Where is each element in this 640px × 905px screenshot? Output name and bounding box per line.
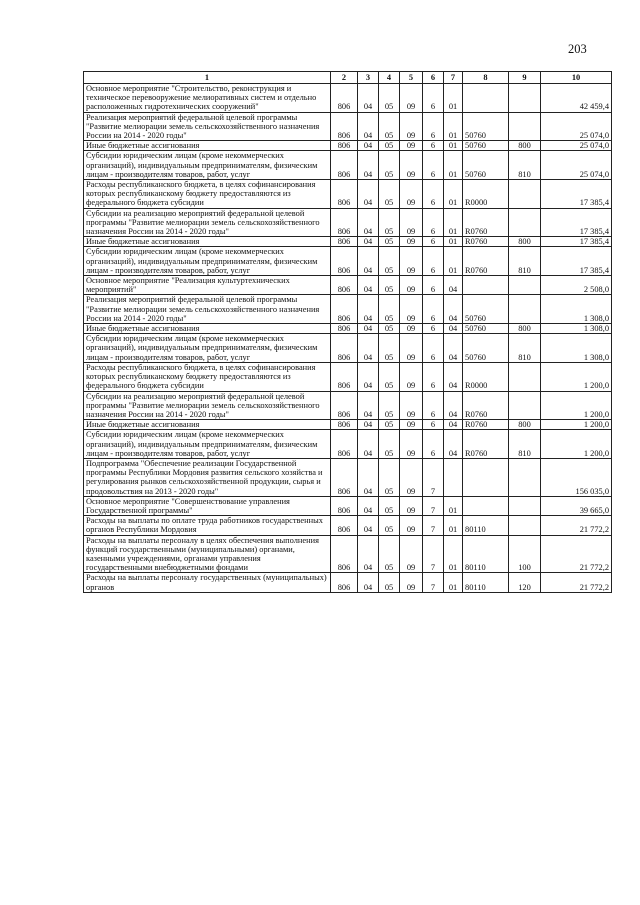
item-description: Расходы республиканского бюджета, в целях софинансирования которых республиканскому бюджету предоставляются из федерального бюджета субсидии (84, 362, 331, 391)
amount: 1 308,0 (541, 324, 612, 334)
ministry-code: 806 (331, 180, 358, 209)
table-row (84, 496, 612, 515)
expense-type-code: 800 (509, 237, 541, 247)
table-row (84, 208, 612, 237)
direction-code: R0000 (463, 180, 509, 209)
measure-code: 01 (444, 141, 463, 151)
expense-type-code: 810 (509, 334, 541, 363)
subsection-code: 05 (379, 458, 400, 496)
program-code: 09 (400, 430, 423, 459)
item-description: Подпрограмма "Обеспечение реализации Государственной программы Республики Мордовия развития сельского хозяйства и регулирования рынков сельскохозяйственной продукции, сырья и продовольствия на 2013 - 2020 годы" (84, 458, 331, 496)
amount: 25 074,0 (541, 151, 612, 180)
subprogram-code: 6 (423, 295, 444, 324)
expense-type-code: 800 (509, 420, 541, 430)
direction-code: 50760 (463, 112, 509, 141)
amount: 17 385,4 (541, 237, 612, 247)
section-code: 04 (358, 84, 379, 113)
section-code: 04 (358, 496, 379, 515)
item-description: Иные бюджетные ассигнования (84, 420, 331, 430)
measure-code: 04 (444, 276, 463, 295)
ministry-code: 806 (331, 516, 358, 535)
measure-code: 01 (444, 535, 463, 573)
direction-code: 80110 (463, 516, 509, 535)
item-description: Расходы на выплаты по оплате труда работников государственных органов Республики Мордовия (84, 516, 331, 535)
measure-code: 04 (444, 362, 463, 391)
program-code: 09 (400, 112, 423, 141)
header-cell: 7 (444, 72, 463, 84)
program-code: 09 (400, 391, 423, 420)
subprogram-code: 7 (423, 496, 444, 515)
direction-code: R0760 (463, 237, 509, 247)
section-code: 04 (358, 334, 379, 363)
amount: 2 508,0 (541, 276, 612, 295)
expense-type-code (509, 84, 541, 113)
ministry-code: 806 (331, 535, 358, 573)
expense-type-code (509, 391, 541, 420)
subsection-code: 05 (379, 324, 400, 334)
subprogram-code: 6 (423, 208, 444, 237)
subsection-code: 05 (379, 151, 400, 180)
measure-code: 01 (444, 84, 463, 113)
header-row (84, 72, 612, 84)
table-row (84, 420, 612, 430)
ministry-code: 806 (331, 112, 358, 141)
ministry-code: 806 (331, 430, 358, 459)
ministry-code: 806 (331, 237, 358, 247)
subsection-code: 05 (379, 208, 400, 237)
ministry-code: 806 (331, 496, 358, 515)
amount: 25 074,0 (541, 141, 612, 151)
measure-code: 01 (444, 247, 463, 276)
direction-code (463, 496, 509, 515)
page-number: 203 (568, 42, 587, 56)
program-code: 09 (400, 295, 423, 324)
amount: 25 074,0 (541, 112, 612, 141)
section-code: 04 (358, 276, 379, 295)
subprogram-code: 6 (423, 324, 444, 334)
subprogram-code: 6 (423, 420, 444, 430)
table-row (84, 112, 612, 141)
ministry-code: 806 (331, 208, 358, 237)
expense-type-code (509, 180, 541, 209)
item-description: Субсидии юридическим лицам (кроме некоммерческих организаций), индивидуальным предпринимателям, физическим лицам - производителям товаров, работ, услуг (84, 430, 331, 459)
ministry-code: 806 (331, 420, 358, 430)
direction-code: R0000 (463, 362, 509, 391)
measure-code: 01 (444, 208, 463, 237)
expense-type-code (509, 516, 541, 535)
section-code: 04 (358, 324, 379, 334)
expense-type-code: 810 (509, 430, 541, 459)
table-row (84, 295, 612, 324)
direction-code: 50760 (463, 295, 509, 324)
subprogram-code: 7 (423, 516, 444, 535)
expense-type-code: 800 (509, 324, 541, 334)
subsection-code: 05 (379, 362, 400, 391)
subprogram-code: 7 (423, 458, 444, 496)
direction-code: R0760 (463, 430, 509, 459)
measure-code: 01 (444, 496, 463, 515)
item-description: Субсидии юридическим лицам (кроме некоммерческих организаций), индивидуальным предпринимателям, физическим лицам - производителям товаров, работ, услуг (84, 151, 331, 180)
subsection-code: 05 (379, 84, 400, 113)
header-cell: 5 (400, 72, 423, 84)
program-code: 09 (400, 180, 423, 209)
direction-code (463, 84, 509, 113)
header-cell: 9 (509, 72, 541, 84)
expense-type-code: 810 (509, 151, 541, 180)
ministry-code: 806 (331, 151, 358, 180)
measure-code: 01 (444, 516, 463, 535)
direction-code: 80110 (463, 535, 509, 573)
subprogram-code: 6 (423, 112, 444, 141)
expense-type-code (509, 458, 541, 496)
header-cell: 6 (423, 72, 444, 84)
amount: 1 308,0 (541, 295, 612, 324)
direction-code (463, 458, 509, 496)
ministry-code: 806 (331, 362, 358, 391)
section-code: 04 (358, 208, 379, 237)
expense-type-code: 810 (509, 247, 541, 276)
table-row (84, 430, 612, 459)
subprogram-code: 6 (423, 362, 444, 391)
program-code: 09 (400, 237, 423, 247)
item-description: Расходы на выплаты персоналу в целях обеспечения выполнения функций государственными (муниципальными) органами, казенными учреждениями, органами управления государственными внебюджетными фондами (84, 535, 331, 573)
subsection-code: 05 (379, 535, 400, 573)
subsection-code: 05 (379, 420, 400, 430)
measure-code: 04 (444, 391, 463, 420)
expense-type-code (509, 496, 541, 515)
item-description: Основное мероприятие "Совершенствование управления Государственной программы" (84, 496, 331, 515)
ministry-code: 806 (331, 391, 358, 420)
ministry-code: 806 (331, 247, 358, 276)
subsection-code: 05 (379, 141, 400, 151)
direction-code (463, 276, 509, 295)
expense-type-code (509, 112, 541, 141)
section-code: 04 (358, 151, 379, 180)
header-cell: 4 (379, 72, 400, 84)
measure-code: 01 (444, 237, 463, 247)
subprogram-code: 6 (423, 180, 444, 209)
table-row (84, 516, 612, 535)
expense-type-code (509, 276, 541, 295)
table-row (84, 458, 612, 496)
subsection-code: 05 (379, 573, 400, 592)
table-row (84, 237, 612, 247)
ministry-code: 806 (331, 334, 358, 363)
table-row (84, 247, 612, 276)
direction-code: R0760 (463, 391, 509, 420)
amount: 17 385,4 (541, 180, 612, 209)
item-description: Основное мероприятие "Реализация культуртехнических мероприятий" (84, 276, 331, 295)
section-code: 04 (358, 112, 379, 141)
direction-code: R0760 (463, 420, 509, 430)
direction-code: 50760 (463, 324, 509, 334)
direction-code: 50760 (463, 141, 509, 151)
item-description: Основное мероприятие "Строительство, реконструкция и техническое перевооружение мелиоративных систем и отдельно расположенных гидротехнических сооружений" (84, 84, 331, 113)
section-code: 04 (358, 247, 379, 276)
subprogram-code: 7 (423, 573, 444, 592)
header-cell: 10 (541, 72, 612, 84)
table-row (84, 151, 612, 180)
amount: 39 665,0 (541, 496, 612, 515)
subsection-code: 05 (379, 112, 400, 141)
item-description: Иные бюджетные ассигнования (84, 324, 331, 334)
amount: 156 035,0 (541, 458, 612, 496)
subprogram-code: 6 (423, 430, 444, 459)
table-row (84, 141, 612, 151)
table-row (84, 276, 612, 295)
amount: 21 772,2 (541, 535, 612, 573)
program-code: 09 (400, 458, 423, 496)
item-description: Иные бюджетные ассигнования (84, 237, 331, 247)
section-code: 04 (358, 391, 379, 420)
subsection-code: 05 (379, 247, 400, 276)
section-code: 04 (358, 516, 379, 535)
program-code: 09 (400, 141, 423, 151)
amount: 1 200,0 (541, 391, 612, 420)
subsection-code: 05 (379, 180, 400, 209)
item-description: Реализация мероприятий федеральной целевой программы "Развитие мелиорации земель сельскохозяйственного назначения России на 2014 - 2020 годы" (84, 295, 331, 324)
program-code: 09 (400, 362, 423, 391)
subsection-code: 05 (379, 276, 400, 295)
subsection-code: 05 (379, 237, 400, 247)
subprogram-code: 7 (423, 535, 444, 573)
subprogram-code: 6 (423, 247, 444, 276)
direction-code: 50760 (463, 334, 509, 363)
program-code: 09 (400, 247, 423, 276)
section-code: 04 (358, 420, 379, 430)
measure-code: 01 (444, 151, 463, 180)
ministry-code: 806 (331, 84, 358, 113)
program-code: 09 (400, 276, 423, 295)
ministry-code: 806 (331, 573, 358, 592)
ministry-code: 806 (331, 295, 358, 324)
measure-code: 01 (444, 573, 463, 592)
item-description: Реализация мероприятий федеральной целевой программы "Развитие мелиорации земель сельскохозяйственного назначения России на 2014 - 2020 годы" (84, 112, 331, 141)
item-description: Расходы республиканского бюджета, в целях софинансирования которых республиканскому бюджету предоставляются из федерального бюджета субсидии (84, 180, 331, 209)
expense-type-code (509, 295, 541, 324)
ministry-code: 806 (331, 276, 358, 295)
program-code: 09 (400, 334, 423, 363)
measure-code: 01 (444, 180, 463, 209)
amount: 21 772,2 (541, 516, 612, 535)
program-code: 09 (400, 84, 423, 113)
program-code: 09 (400, 535, 423, 573)
amount: 1 200,0 (541, 362, 612, 391)
ministry-code: 806 (331, 141, 358, 151)
amount: 1 308,0 (541, 334, 612, 363)
program-code: 09 (400, 324, 423, 334)
subprogram-code: 6 (423, 391, 444, 420)
subsection-code: 05 (379, 430, 400, 459)
section-code: 04 (358, 141, 379, 151)
header-cell: 1 (84, 72, 331, 84)
subsection-code: 05 (379, 391, 400, 420)
program-code: 09 (400, 496, 423, 515)
expense-type-code: 100 (509, 535, 541, 573)
measure-code: 04 (444, 324, 463, 334)
section-code: 04 (358, 362, 379, 391)
budget-table (83, 71, 612, 593)
subprogram-code: 6 (423, 141, 444, 151)
header-cell: 8 (463, 72, 509, 84)
expense-type-code (509, 362, 541, 391)
subprogram-code: 6 (423, 334, 444, 363)
section-code: 04 (358, 430, 379, 459)
ministry-code: 806 (331, 458, 358, 496)
table-row (84, 84, 612, 113)
subprogram-code: 6 (423, 151, 444, 180)
direction-code: R0760 (463, 208, 509, 237)
expense-type-code (509, 208, 541, 237)
measure-code: 04 (444, 295, 463, 324)
item-description: Субсидии на реализацию мероприятий федеральной целевой программы "Развитие мелиорации земель сельскохозяйственного назначения России на 2014 - 2020 годы" (84, 391, 331, 420)
subsection-code: 05 (379, 334, 400, 363)
table-row (84, 573, 612, 592)
amount: 1 200,0 (541, 420, 612, 430)
header-cell: 2 (331, 72, 358, 84)
table-row (84, 324, 612, 334)
item-description: Расходы на выплаты персоналу государственных (муниципальных) органов (84, 573, 331, 592)
section-code: 04 (358, 458, 379, 496)
item-description: Субсидии юридическим лицам (кроме некоммерческих организаций), индивидуальным предпринимателям, физическим лицам - производителям товаров, работ, услуг (84, 334, 331, 363)
item-description: Иные бюджетные ассигнования (84, 141, 331, 151)
expense-type-code: 120 (509, 573, 541, 592)
ministry-code: 806 (331, 324, 358, 334)
direction-code: R0760 (463, 247, 509, 276)
amount: 21 772,2 (541, 573, 612, 592)
item-description: Субсидии юридическим лицам (кроме некоммерческих организаций), индивидуальным предпринимателям, физическим лицам - производителям товаров, работ, услуг (84, 247, 331, 276)
subprogram-code: 6 (423, 84, 444, 113)
table-row (84, 391, 612, 420)
program-code: 09 (400, 151, 423, 180)
amount: 1 200,0 (541, 430, 612, 459)
section-code: 04 (358, 573, 379, 592)
header-cell: 3 (358, 72, 379, 84)
measure-code: 01 (444, 112, 463, 141)
measure-code: 04 (444, 430, 463, 459)
table-row (84, 334, 612, 363)
direction-code: 50760 (463, 151, 509, 180)
measure-code: 04 (444, 420, 463, 430)
table-row (84, 180, 612, 209)
section-code: 04 (358, 535, 379, 573)
direction-code: 80110 (463, 573, 509, 592)
subsection-code: 05 (379, 516, 400, 535)
amount: 42 459,4 (541, 84, 612, 113)
measure-code: 04 (444, 334, 463, 363)
program-code: 09 (400, 516, 423, 535)
program-code: 09 (400, 573, 423, 592)
measure-code (444, 458, 463, 496)
subprogram-code: 6 (423, 276, 444, 295)
subprogram-code: 6 (423, 237, 444, 247)
item-description: Субсидии на реализацию мероприятий федеральной целевой программы "Развитие мелиорации земель сельскохозяйственного назначения России на 2014 - 2020 годы" (84, 208, 331, 237)
table-row (84, 535, 612, 573)
amount: 17 385,4 (541, 247, 612, 276)
section-code: 04 (358, 180, 379, 209)
subsection-code: 05 (379, 295, 400, 324)
section-code: 04 (358, 295, 379, 324)
expense-type-code: 800 (509, 141, 541, 151)
section-code: 04 (358, 237, 379, 247)
amount: 17 385,4 (541, 208, 612, 237)
subsection-code: 05 (379, 496, 400, 515)
table-row (84, 362, 612, 391)
program-code: 09 (400, 420, 423, 430)
program-code: 09 (400, 208, 423, 237)
